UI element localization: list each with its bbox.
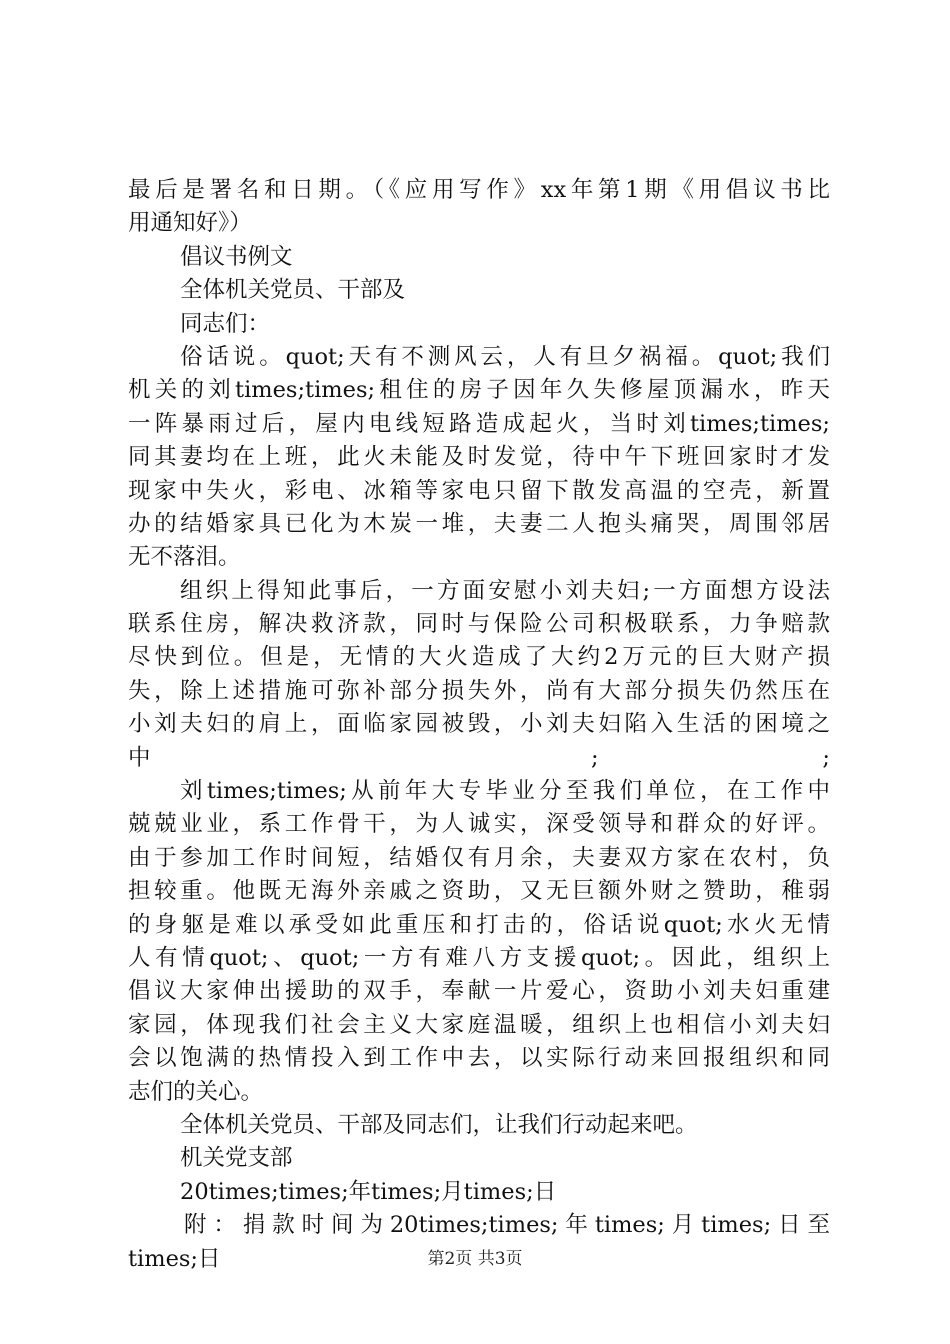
text-line: 刘times;times;从前年大专毕业分至我们单位，在工作中 bbox=[180, 778, 830, 805]
text-line: 全体机关党员、干部及 bbox=[180, 277, 406, 304]
text-line: 最后是署名和日期。（《应用写作》xx年第1期《用倡议书比 bbox=[128, 177, 830, 203]
page-footer: 第2页 共3页 bbox=[427, 1249, 523, 1269]
text-line: 用通知好》） bbox=[128, 210, 252, 237]
text-line: 由于参加工作时间短，结婚仅有月余，夫妻双方家在农村，负 bbox=[128, 844, 830, 871]
text-line: 组织上得知此事后，一方面安慰小刘夫妇;一方面想方设法 bbox=[180, 577, 830, 604]
text-line: 会以饱满的热情投入到工作中去，以实际行动来回报组织和同 bbox=[128, 1045, 830, 1072]
text-line: 倡议大家伸出援助的双手，奉献一片爱心，资助小刘夫妇重建 bbox=[128, 978, 830, 1005]
text-line: 现家中失火，彩电、冰箱等家电只留下散发高温的空壳，新置 bbox=[128, 477, 830, 504]
text-line: 小刘夫妇的肩上，面临家园被毁，小刘夫妇陷入生活的困境之 bbox=[128, 711, 830, 738]
text-line: 的身躯是难以承受如此重压和打击的，俗话说quot;水火无情 bbox=[128, 911, 830, 938]
text-line: 一阵暴雨过后，屋内电线短路造成起火，当时刘times;times; bbox=[128, 410, 830, 437]
document-body bbox=[128, 174, 830, 1276]
text-line: 同其妻均在上班，此火未能及时发觉，待中午下班回家时才发 bbox=[128, 444, 830, 471]
text-line: 机关的刘times;times;租住的房子因年久失修屋顶漏水，昨天 bbox=[128, 377, 830, 404]
text-line: 办的结婚家具已化为木炭一堆，夫妻二人抱头痛哭，周围邻居 bbox=[128, 510, 830, 537]
text-line: 人有情quot;、quot;一方有难八方支援quot;。因此，组织上 bbox=[128, 944, 830, 971]
text-line: 兢兢业业，系工作骨干，为人诚实，深受领导和群众的好评。 bbox=[128, 811, 830, 838]
text-line: 家园，体现我们社会主义大家庭温暖，组织上也相信小刘夫妇 bbox=[128, 1011, 830, 1038]
text-line: 倡议书例文 bbox=[180, 243, 293, 270]
text-line: 联系住房，解决救济款，同时与保险公司积极联系，力争赔款 bbox=[128, 611, 830, 638]
text-line: 志们的关心。 bbox=[128, 1078, 264, 1105]
text-line: 担较重。他既无海外亲戚之资助，又无巨额外财之赞助，稚弱 bbox=[128, 878, 830, 905]
text-line: 同志们： bbox=[180, 310, 271, 337]
text-line: 尽快到位。但是，无情的大火造成了大约2万元的巨大财产损 bbox=[128, 644, 830, 671]
text-line: 无不落泪。 bbox=[128, 544, 241, 571]
text-line: 中 ; ; bbox=[128, 744, 830, 771]
text-line: 机关党支部 bbox=[180, 1145, 293, 1172]
text-line: 附：捐款时间为20times;times;年times;月times;日至 bbox=[184, 1212, 830, 1239]
text-line: 俗话说。quot;天有不测风云，人有旦夕祸福。quot;我们 bbox=[180, 343, 830, 370]
text-line: 失，除上述措施可弥补部分损失外，尚有大部分损失仍然压在 bbox=[128, 677, 830, 704]
text-line: 20times;times;年times;月times;日 bbox=[180, 1178, 557, 1205]
text-line: times;日 bbox=[128, 1245, 221, 1272]
text-line: 全体机关党员、干部及同志们，让我们行动起来吧。 bbox=[180, 1111, 698, 1138]
